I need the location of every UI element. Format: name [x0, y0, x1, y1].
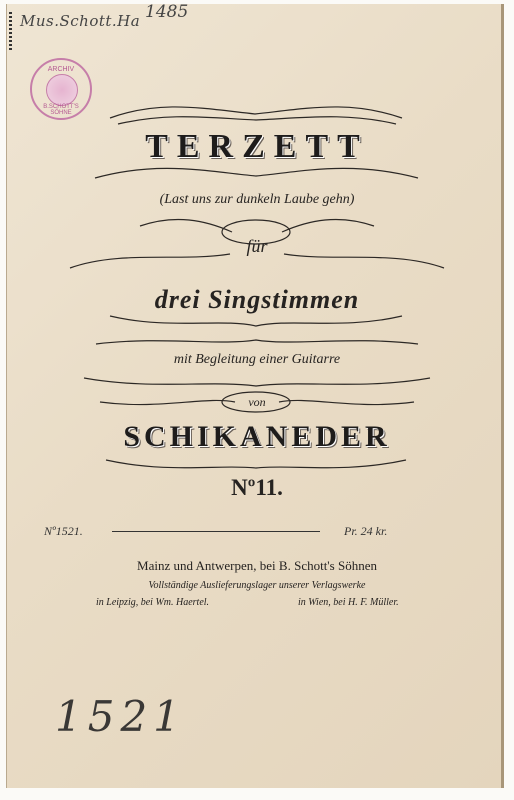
divider-rule: [112, 531, 320, 532]
archive-number: 1521: [55, 692, 186, 741]
stamp-bottom-text: B.SCHOTT'S SÖHNE: [43, 104, 79, 116]
accompaniment: mit Begleitung einer Guitarre: [173, 352, 341, 367]
stamp-top-text: ARCHIV: [47, 66, 75, 73]
leipzig-agent: in Leipzig, bei Wm. Haertel.: [96, 597, 210, 608]
piece-title: TERZETT: [145, 128, 369, 165]
plate-number: Nº1521.: [44, 524, 83, 538]
shelfmark: Mus.Schott.Ha: [20, 12, 141, 30]
voicing: drei Singstimmen: [154, 285, 360, 314]
stock-note: Vollständige Auslieferungslager unserer Verlagswerke: [148, 580, 366, 591]
for-word: für: [246, 236, 268, 256]
piece-subtitle: (Last uns zur dunkeln Laube gehn): [159, 192, 355, 207]
publisher-line: Mainz und Antwerpen, bei B. Schott's Söhnen: [137, 558, 377, 573]
price: Pr. 24 kr.: [344, 524, 388, 538]
shelfmark-number: 1485: [145, 2, 189, 22]
composer-name: SCHIKANEDER: [123, 420, 391, 453]
by-word: von: [248, 395, 266, 409]
vienna-agent: in Wien, bei H. F. Müller.: [298, 597, 399, 608]
opus-number: Nº11.: [231, 475, 283, 500]
